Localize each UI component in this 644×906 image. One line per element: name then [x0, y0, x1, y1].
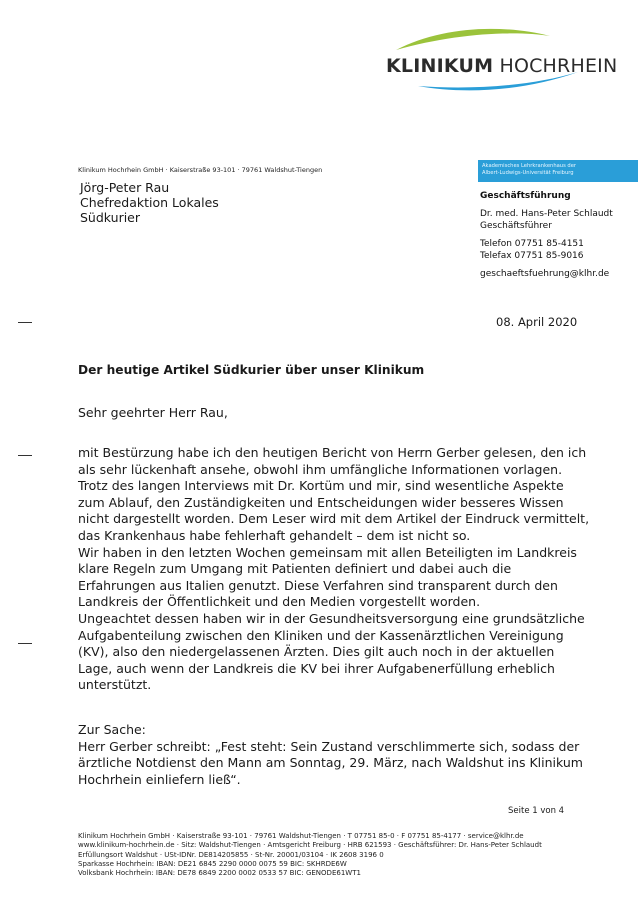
- body-line: mit Bestürzung habe ich den heutigen Bericht von Herrn Gerber gelesen, den ich: [78, 445, 587, 460]
- zur-sache-heading: Zur Sache:: [78, 722, 146, 737]
- body-line: unterstützt.: [78, 677, 152, 693]
- letter-greeting: Sehr geehrter Herr Rau,: [78, 405, 228, 420]
- body-line: nicht dargestellt worden. Dem Leser wird mit dem Artikel der Eindruck vermittelt,: [78, 511, 590, 527]
- body-line: zum Ablauf, den Zuständigkeiten und Entscheidungen wider besseres Wissen: [78, 494, 564, 510]
- recipient-name: Jörg-Peter Rau: [80, 180, 170, 195]
- footer-line: Sparkasse Hochrhein: IBAN: DE21 6845 2290 0000 0075 59 BIC: SKHRDE6W: [78, 859, 347, 868]
- body-line: Wir haben in den letzten Wochen gemeinsam mit allen Beteiligten im Landkreis: [78, 544, 577, 560]
- body-line: Landkreis der Öffentlichkeit und den Medien vorgestellt worden.: [78, 594, 481, 610]
- fold-mark: [18, 322, 32, 323]
- management-role: Geschäftsführer: [480, 221, 552, 231]
- footer-line: Klinikum Hochrhein GmbH · Kaiserstraße 93-101 · 79761 Waldshut-Tiengen · T 07751 85-0 · F 07751 85-4177 · service@klhr.de: [78, 832, 524, 840]
- fold-mark: [18, 643, 32, 644]
- logo-brand-regular: HOCHRHEIN: [499, 55, 618, 77]
- body-line: als sehr lückenhaft ansehe, obwohl ihm umfängliche Informationen vorlagen.: [78, 461, 563, 477]
- accreditation-line: Albert-Ludwigs-Universität Freiburg: [482, 170, 574, 176]
- zur-sache-line: Herr Gerber schreibt: „Fest steht: Sein Zustand verschlimmerte sich, sodass der: [78, 738, 580, 754]
- logo-wordmark: [386, 55, 617, 77]
- letter-date: 08. April 2020: [496, 315, 578, 329]
- recipient-organization: Südkurier: [80, 210, 141, 225]
- recipient-address: [80, 180, 219, 225]
- footer-line: Volksbank Hochrhein: IBAN: DE78 6849 2200 0002 0533 57 BIC: GENODE61WT1: [78, 869, 361, 878]
- body-line: (KV), also den niedergelassenen Ärzten. Dies gilt auch noch in der aktuellen: [78, 644, 555, 660]
- letter-body: [78, 445, 608, 694]
- zur-sache-line: Hochrhein einliefern ließ“.: [78, 771, 241, 787]
- recipient-department: Chefredaktion Lokales: [80, 195, 219, 210]
- letter-footer: [78, 832, 542, 878]
- management-title: Geschäftsführung: [480, 191, 571, 201]
- accreditation-box: [478, 160, 638, 182]
- body-line: klare Regeln zum Umgang mit Patienten definiert und dabei auch die: [78, 561, 512, 577]
- management-email: geschaeftsfuehrung@klhr.de: [480, 269, 610, 279]
- footer-line: www.klinikum-hochrhein.de · Sitz: Waldshut-Tiengen · Amtsgericht Freiburg · HRB 621593 · Geschäftsführer: Dr. Hans-Peter Schlaudt: [78, 841, 542, 850]
- body-line: Erfahrungen aus Italien genutzt. Diese Verfahren sind transparent durch den: [78, 577, 558, 593]
- body-line: das Krankenhaus habe fehlerhaft gehandelt – dem ist nicht so.: [78, 527, 471, 543]
- letter-subject: Der heutige Artikel Südkurier über unser Klinikum: [78, 363, 425, 377]
- management-name: Dr. med. Hans-Peter Schlaudt: [480, 209, 613, 219]
- footer-line: Erfüllungsort Waldshut · USt-IDNr. DE814205855 · St-Nr. 20001/03104 · IK 2608 3196 0: [78, 850, 384, 859]
- body-line: Lage, auch wenn der Landkreis die KV bei ihrer Aufgabenerfüllung erheblich: [78, 660, 555, 676]
- page-number: Seite 1 von 4: [508, 806, 565, 816]
- logo-brand-bold: KLINIKUM: [386, 55, 494, 77]
- management-fax: Telefax 07751 85-9016: [480, 251, 584, 261]
- accreditation-line: Akademisches Lehrkrankenhaus der: [482, 163, 577, 169]
- klinikum-logo: [382, 22, 618, 102]
- management-contact: [480, 190, 613, 280]
- sender-return-address: Klinikum Hochrhein GmbH · Kaiserstraße 93-101 · 79761 Waldshut-Tiengen: [78, 166, 323, 174]
- body-line: Ungeachtet dessen haben wir in der Gesundheitsversorgung eine grundsätzliche: [78, 610, 585, 626]
- fold-mark: [18, 455, 32, 456]
- management-phone: Telefon 07751 85-4151: [480, 239, 584, 249]
- zur-sache-section: [78, 722, 583, 788]
- zur-sache-line: ärztliche Notdienst den Mann am Sonntag, 29. März, nach Waldshut ins Klinikum: [78, 755, 583, 771]
- body-line: Aufgabenteilung zwischen den Kliniken und der Kassenärztlichen Vereinigung: [78, 627, 564, 643]
- body-line: Trotz des langen Interviews mit Dr. Kortüm und mir, sind wesentliche Aspekte: [78, 478, 564, 494]
